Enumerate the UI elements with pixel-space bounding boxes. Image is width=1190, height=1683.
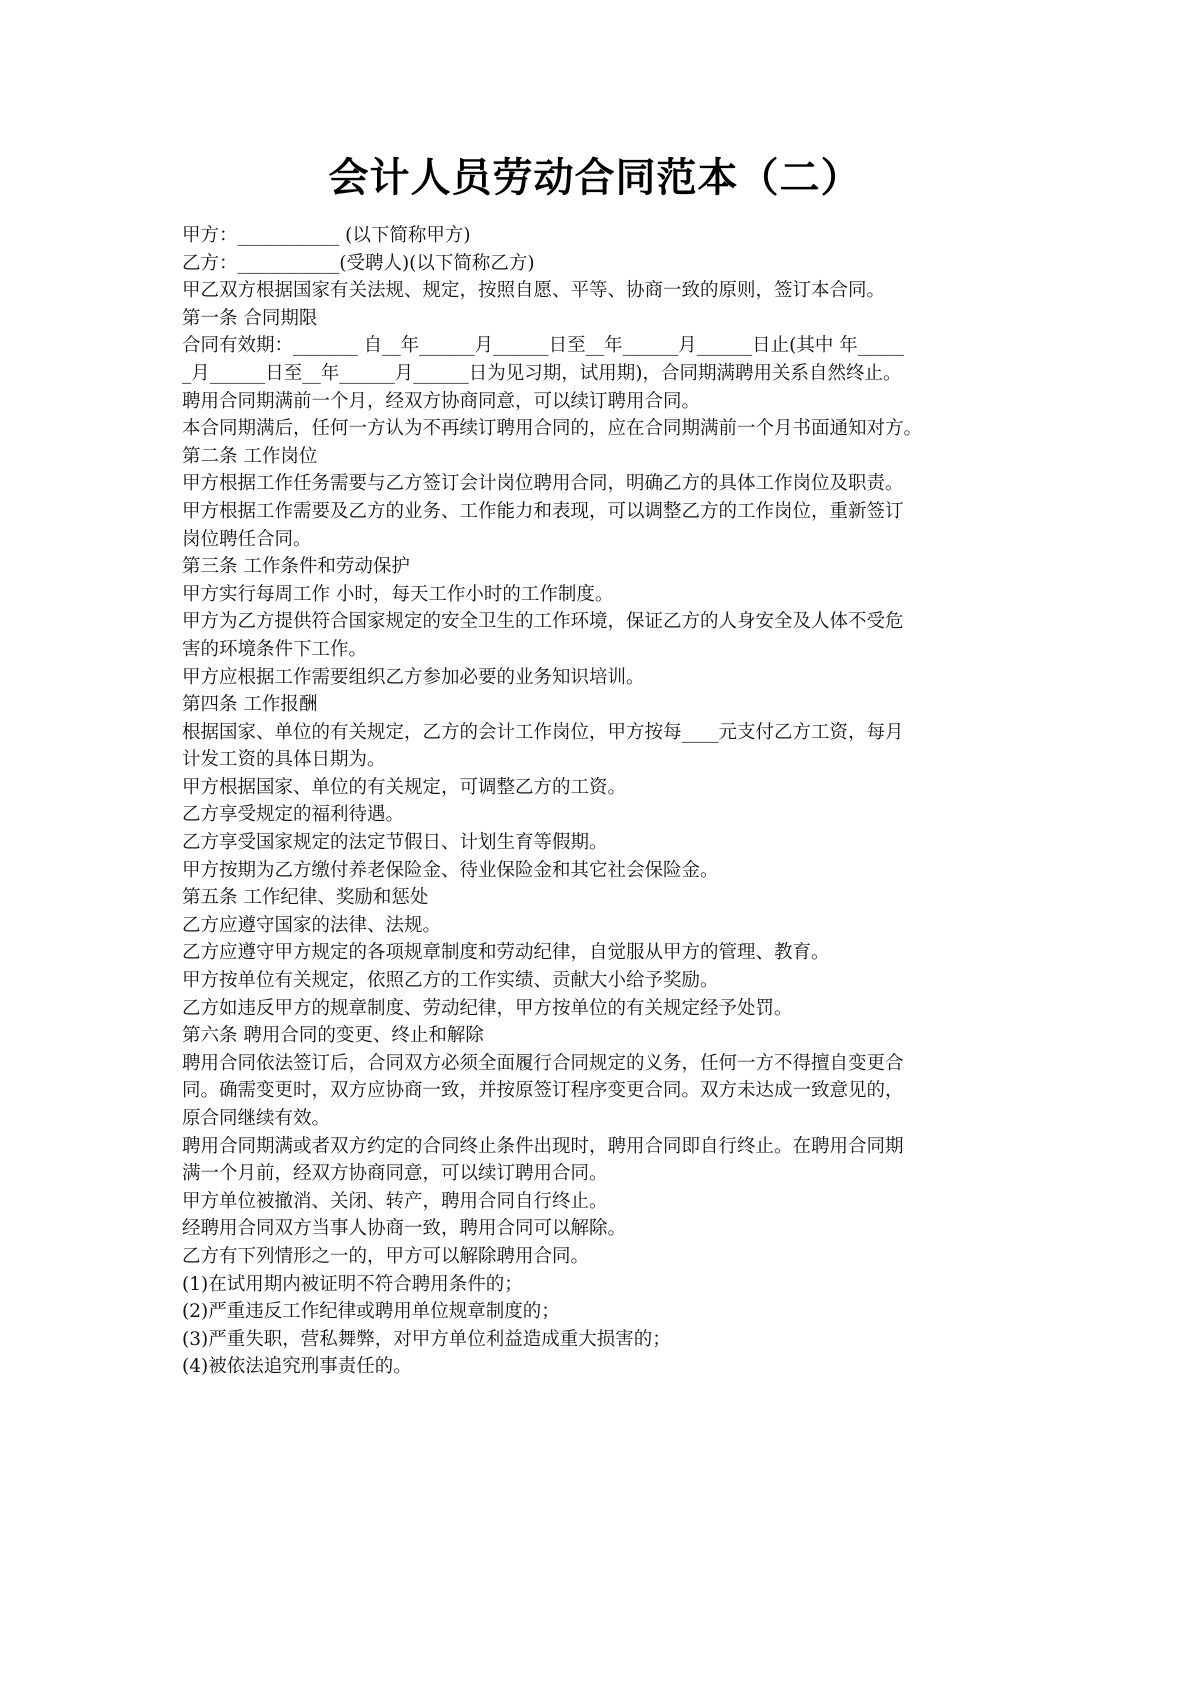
article-3-line: 甲方应根据工作需要组织乙方参加必要的业务知识培训。 <box>182 666 645 688</box>
list-item: (4)被依法追究刑事责任的。 <box>182 1356 412 1378</box>
article-6-heading: 第六条 聘用合同的变更、终止和解除 <box>182 1025 484 1047</box>
article-4-heading: 第四条 工作报酬 <box>182 694 318 716</box>
article-6-line: 聘用合同期满或者双方约定的合同终止条件出现时，聘用合同即自行终止。在聘用合同期 <box>182 1135 904 1157</box>
article-6-line: 乙方有下列情形之一的，甲方可以解除聘用合同。 <box>182 1245 590 1267</box>
article-5-line: 甲方按单位有关规定，依照乙方的工作实绩、贡献大小给予奖励。 <box>182 970 719 992</box>
article-3-line: 甲方实行每周工作 小时，每天工作小时的工作制度。 <box>182 583 614 605</box>
document-title: 会计人员劳动合同范本（二） <box>328 155 862 201</box>
article-6-line: 甲方单位被撤消、关闭、转产，聘用合同自行终止。 <box>182 1190 608 1212</box>
article-3-line: 害的环境条件下工作。 <box>182 638 368 660</box>
article-5-heading: 第五条 工作纪律、奖励和惩处 <box>182 887 429 909</box>
article-4-line: 甲方按期为乙方缴付养老保险金、待业保险金和其它社会保险金。 <box>182 859 719 881</box>
article-4-line: 计发工资的具体日期为。 <box>182 749 386 771</box>
party-b-line: 乙方：___________(受聘人)(以下简称乙方) <box>182 252 535 274</box>
article-4-line: 乙方享受国家规定的法定节假日、计划生育等假期。 <box>182 832 608 854</box>
article-4-line: 乙方享受规定的福利待遇。 <box>182 804 405 826</box>
article-3-line: 甲方为乙方提供符合国家规定的安全卫生的工作环境，保证乙方的人身安全及人体不受危 <box>182 611 904 633</box>
article-6-line: 经聘用合同双方当事人协商一致，聘用合同可以解除。 <box>182 1218 627 1240</box>
list-item: (2)严重违反工作纪律或聘用单位规章制度的； <box>182 1301 560 1323</box>
article-4-line: 甲方根据国家、单位的有关规定，可调整乙方的工资。 <box>182 776 627 798</box>
preamble-line: 甲乙双方根据国家有关法规、规定，按照自愿、平等、协商一致的原则，签订本合同。 <box>182 280 886 302</box>
document-body <box>182 222 1022 1381</box>
article-2-heading: 第二条 工作岗位 <box>182 445 318 467</box>
article-2-line: 岗位聘任合同。 <box>182 528 312 550</box>
article-4-line: 根据国家、单位的有关规定，乙方的会计工作岗位，甲方按每____元支付乙方工资，每月 <box>182 721 904 743</box>
list-item: (3)严重失职，营私舞弊，对甲方单位利益造成重大损害的； <box>182 1328 671 1350</box>
article-6-line: 原合同继续有效。 <box>182 1108 331 1129</box>
article-1-heading: 第一条 合同期限 <box>182 307 318 329</box>
article-2-line: 甲方根据工作需要及乙方的业务、工作能力和表现，可以调整乙方的工作岗位，重新签订 <box>182 500 904 522</box>
article-5-line: 乙方应遵守国家的法律、法规。 <box>182 914 442 936</box>
article-1-line: 合同有效期：_______ 自__年______月______日至__年______月______日止(其中 年_____ <box>182 335 904 357</box>
article-2-line: 甲方根据工作任务需要与乙方签订会计岗位聘用合同，明确乙方的具体工作岗位及职责。 <box>182 473 904 495</box>
article-6-line: 聘用合同依法签订后，合同双方必须全面履行合同规定的义务，任何一方不得擅自变更合 <box>182 1052 904 1074</box>
article-1-line: 聘用合同期满前一个月，经双方协商同意，可以续订聘用合同。 <box>182 390 701 412</box>
article-6-line: 同。确需变更时，双方应协商一致，并按原签订程序变更合同。双方未达成一致意见的， <box>182 1080 904 1102</box>
article-5-line: 乙方如违反甲方的规章制度、劳动纪律，甲方按单位的有关规定经予处罚。 <box>182 997 793 1019</box>
article-6-line: 满一个月前，经双方协商同意，可以续订聘用合同。 <box>182 1163 608 1185</box>
article-1-line: 本合同期满后，任何一方认为不再续订聘用合同的，应在合同期满前一个月书面通知对方。 <box>182 418 923 440</box>
article-1-line: _月______日至__年______月______日为见习期，试用期)，合同期满聘用关系自然终止。 <box>182 362 902 384</box>
article-5-line: 乙方应遵守甲方规定的各项规章制度和劳动纪律，自觉服从甲方的管理、教育。 <box>182 942 830 964</box>
party-a-line: 甲方：___________ (以下简称甲方) <box>182 225 471 246</box>
article-3-heading: 第三条 工作条件和劳动保护 <box>182 556 410 578</box>
list-item: (1)在试用期内被证明不符合聘用条件的； <box>182 1273 523 1295</box>
